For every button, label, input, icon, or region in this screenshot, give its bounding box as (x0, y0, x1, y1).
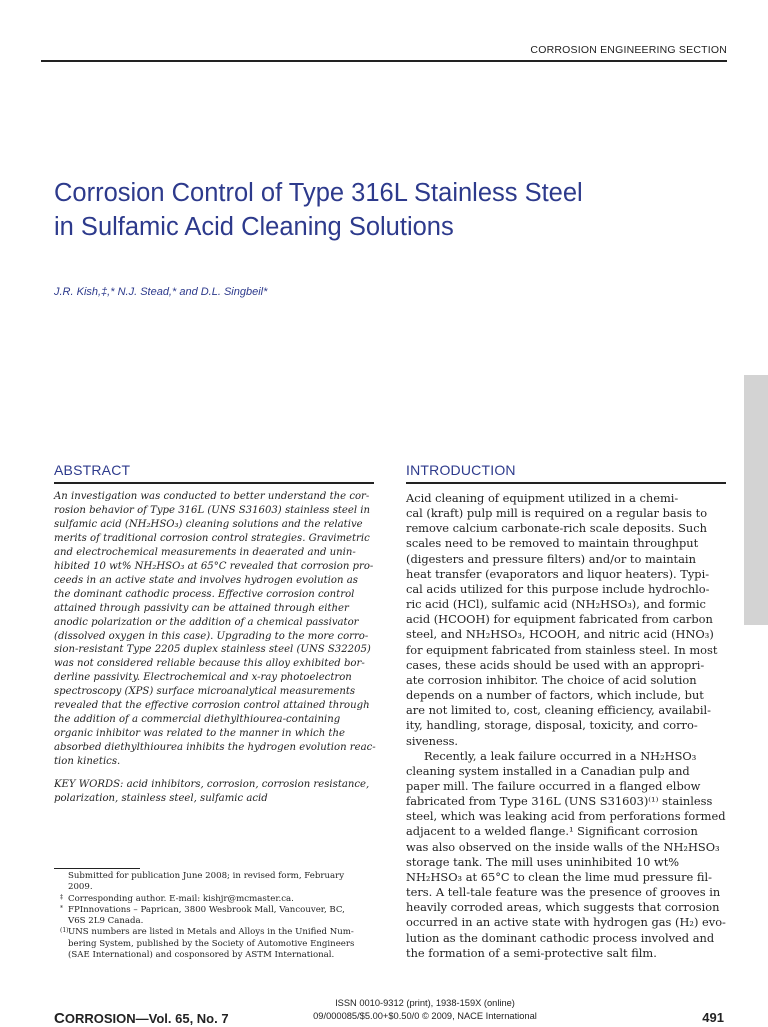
abstract-line: ceeds in an active state and involves hydrogen evolution as (54, 574, 358, 586)
footnote-text: Corresponding author. E-mail: kishjr@mcmaster.ca. (68, 893, 294, 904)
abstract-line: attained through passivity can be attained through either (54, 602, 349, 614)
abstract-line: rosion behavior of Type 316L (UNS S31603) stainless steel in (54, 504, 371, 516)
journal-citation (54, 1010, 229, 1027)
footnote-text: Submitted for publication June 2008; in revised form, February (68, 871, 345, 881)
abstract-line: the addition of a commercial diethylthiourea-containing (54, 714, 341, 726)
page-number: 491 (702, 1010, 724, 1025)
abstract-text (54, 490, 376, 769)
abstract-line: and electrochemical measurements in deaerated and unin- (54, 546, 356, 558)
abstract-line: was not considered reliable because this alloy exhibited bor- (54, 658, 365, 670)
introduction-line: heat transfer (evaporators and liquor heaters). Typi- (406, 566, 710, 581)
introduction-line: steel, which was leaking acid from perforations formed (406, 809, 726, 824)
keywords-line: KEY WORDS: acid inhibitors, corrosion, corrosion resistance, (54, 779, 370, 790)
introduction-line: cases, these acids should be used with an appropri- (406, 657, 705, 672)
abstract-line: (dissolved oxygen in this case). Upgrading to the more corro- (54, 630, 369, 642)
abstract-line: anodic polarization or the addition of a chemical passivator (54, 616, 359, 628)
introduction-line: NH₂HSO₃ at 65°C to clean the lime mud pressure fil- (406, 869, 712, 884)
footnote-marker: * (60, 904, 63, 912)
introduction-line: lution as the dominant cathodic process involved and (406, 930, 715, 945)
footnote-line (54, 882, 384, 893)
keywords-line: polarization, stainless steel, sulfamic acid (54, 792, 268, 804)
footnote-text: bering System, published by the Society of Automotive Engineers (68, 938, 355, 949)
journal-initial: C (54, 1010, 65, 1027)
introduction-line: Recently, a leak failure occurred in a NH₂HSO₃ (424, 748, 697, 763)
footnote-marker: (1) (60, 927, 69, 935)
footnote-text: (SAE International) and cosponsored by ASTM International. (68, 950, 335, 961)
author-list: J.R. Kish,‡,* N.J. Stead,* and D.L. Singbeil* (54, 286, 268, 298)
side-tab-marker (744, 375, 768, 625)
abstract-heading: ABSTRACT (54, 462, 131, 478)
journal-rest: ORROSION—Vol. 65, No. 7 (64, 1011, 229, 1026)
introduction-line: scales need to be removed to maintain throughput (406, 536, 699, 551)
issn-line-2: 09/000085/$5.00+$0.50/0 © 2009, NACE International (313, 1010, 537, 1021)
introduction-line: heavily corroded areas, which suggests that corrosion (406, 900, 720, 915)
abstract-line: sion-resistant Type 2205 duplex stainless steel (UNS S32205) (54, 644, 371, 656)
footnote-text: FPInnovations – Paprican, 3800 Wesbrook Mall, Vancouver, BC, (68, 904, 345, 915)
footnote-line (54, 950, 384, 961)
introduction-line: depends on a number of factors, which include, but (406, 688, 704, 703)
running-head: CORROSION ENGINEERING SECTION (530, 44, 727, 56)
footnote-line (54, 871, 384, 882)
introduction-line: ters. A tell-tale feature was the presence of grooves in (406, 885, 721, 900)
introduction-text (406, 491, 728, 961)
keywords (54, 778, 376, 806)
footnote-rule (54, 868, 140, 869)
introduction-line: acid (HCOOH) for equipment fabricated from carbon (406, 612, 713, 627)
abstract-line: An investigation was conducted to better understand the cor- (54, 491, 370, 502)
introduction-line: the formation of a semi-protective salt film. (406, 945, 657, 960)
introduction-line: was also observed on the inside walls of the NH₂HSO₃ (406, 839, 720, 854)
title-line-2: in Sulfamic Acid Cleaning Solutions (54, 213, 454, 241)
introduction-line: are not limited to, cost, cleaning efficiency, availabil- (406, 703, 711, 718)
introduction-line: fabricated from Type 316L (UNS S31603)⁽¹⁾ stainless (406, 794, 713, 809)
introduction-line: occurred in an active state with hydrogen gas (H₂) evo- (406, 915, 726, 930)
introduction-line: siveness. (406, 733, 459, 748)
footnote-text: UNS numbers are listed in Metals and Alloys in the Unified Num- (68, 927, 354, 938)
abstract-line: hibited 10 wt% NH₂HSO₃ at 65°C revealed that corrosion pro- (54, 560, 374, 572)
issn-line-1: ISSN 0010-9312 (print), 1938-159X (online) (335, 998, 515, 1008)
introduction-line: storage tank. The mill uses uninhibited 10 wt% (406, 854, 680, 869)
introduction-rule (406, 482, 726, 484)
footnote-marker: ‡ (60, 893, 63, 901)
introduction-line: Acid cleaning of equipment utilized in a chemi- (406, 491, 679, 505)
introduction-line: ric acid (HCl), sulfamic acid (NH₂HSO₃), and formic (406, 597, 706, 612)
introduction-line: paper mill. The failure occurred in a flanged elbow (406, 778, 701, 793)
footnote-line (54, 916, 384, 927)
header-rule (41, 60, 727, 62)
abstract-line: tion kinetics. (54, 756, 121, 768)
introduction-line: adjacent to a welded flange.¹ Significant corrosion (406, 824, 698, 839)
footnotes (54, 871, 384, 961)
footnote-line (54, 894, 384, 905)
introduction-heading: INTRODUCTION (406, 462, 516, 478)
abstract-line: spectroscopy (XPS) surface microanalytical measurements (54, 686, 356, 698)
title-line-1: Corrosion Control of Type 316L Stainless Steel (54, 179, 583, 207)
footnote-text: V6S 2L9 Canada. (68, 916, 144, 927)
abstract-line: sulfamic acid (NH₂HSO₃) cleaning solutions and the relative (54, 518, 363, 530)
introduction-line: ate corrosion inhibitor. The choice of acid solution (406, 672, 697, 687)
footnote-line (54, 927, 384, 938)
abstract-line: absorbed diethylthiourea inhibits the hydrogen evolution reac- (54, 742, 376, 754)
abstract-line: revealed that the effective corrosion control attained through (54, 700, 370, 712)
abstract-line: derline passivity. Electrochemical and x-ray photoelectron (54, 672, 352, 684)
introduction-line: cleaning system installed in a Canadian pulp and (406, 763, 690, 778)
abstract-line: organic inhibitor was related to the manner in which the (54, 728, 345, 740)
introduction-line: ity, handling, storage, disposal, toxicity, and corro- (406, 718, 698, 733)
introduction-line: steel, and NH₂HSO₃, HCOOH, and nitric acid (HNO₃) (406, 627, 714, 642)
issn-block (260, 997, 590, 1022)
abstract-rule (54, 482, 374, 484)
footnote-line (54, 939, 384, 950)
abstract-line: the dominant cathodic process. Effective corrosion control (54, 588, 355, 600)
article-title (54, 176, 744, 244)
introduction-line: for equipment fabricated from stainless steel. In most (406, 642, 718, 657)
abstract-line: merits of traditional corrosion control strategies. Gravimetric (54, 532, 370, 544)
footnote-text: 2009. (68, 882, 93, 893)
introduction-line: (digesters and pressure filters) and/or to maintain (406, 551, 696, 566)
introduction-line: cal (kraft) pulp mill is required on a regular basis to (406, 506, 708, 521)
footnote-line (54, 905, 384, 916)
introduction-line: remove calcium carbonate-rich scale deposits. Such (406, 521, 707, 536)
introduction-line: cal acids utilized for this purpose include hydrochlo- (406, 581, 710, 596)
